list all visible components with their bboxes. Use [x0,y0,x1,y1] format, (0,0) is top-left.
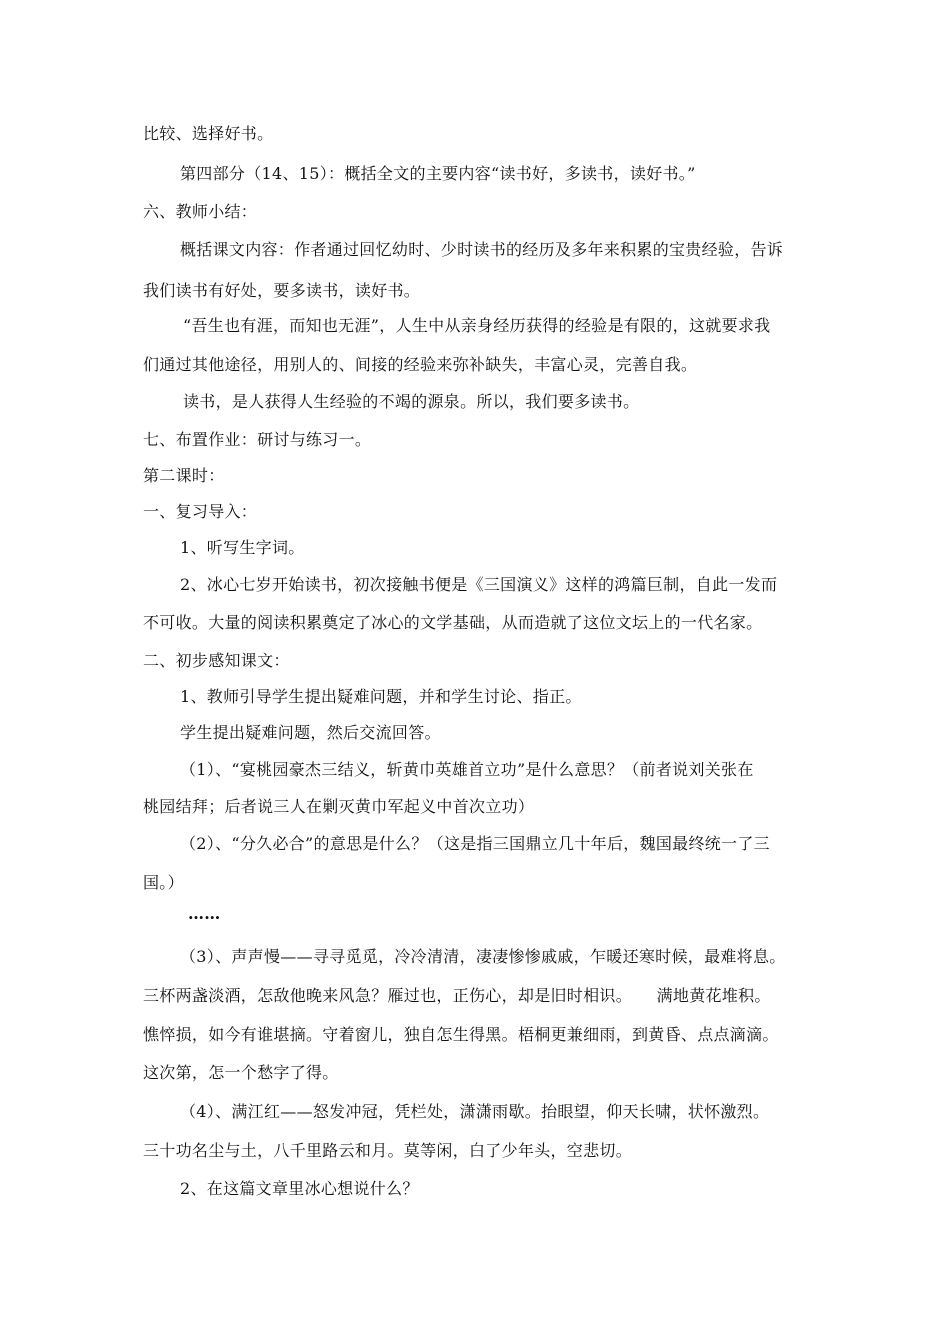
text-line: 概括课文内容：作者通过回忆幼时、少时读书的经历及多年来积累的宝贵经验，告诉 [180,240,784,259]
text-line: 1、教师引导学生提出疑难问题，并和学生讨论、指正。 [180,687,582,706]
text-line: 三杯两盏淡酒，怎敌他晚来风急？雁过也，正伤心，却是旧时相识。 满地黄花堆积。 [143,986,771,1005]
text-line: 1、听写生字词。 [180,538,305,557]
section-heading: 一、复习导入： [143,502,258,521]
text-line: “吾生也有涯，而知也无涯”，人生中从亲身经历获得的经验是有限的，这就要求我 [183,316,771,335]
text-line: 我们读书有好处，要多读书，读好书。 [143,281,421,300]
text-line: 第四部分（14、15）：概括全文的主要内容“读书好，多读书，读好书。” [180,164,696,183]
text-line: 不可收。大量的阅读积累奠定了冰心的文学基础，从而造就了这位文坛上的一代名家。 [143,613,763,632]
text-line: 憔悴损，如今有谁堪摘。守着窗儿，独自怎生得黑。梧桐更兼细雨，到黄昏、点点滴滴。 [143,1025,779,1044]
section-heading: 第二课时： [143,466,225,485]
text-line: 学生提出疑难问题，然后交流回答。 [180,723,441,742]
ellipsis-line: …… [188,904,221,923]
text-line: 桃园结拜；后者说三人在剿灭黄巾军起义中首次立功） [143,797,535,816]
section-heading: 七、布置作业：研讨与练习一。 [143,430,372,449]
section-heading: 六、教师小结： [143,202,258,221]
text-line: 2、冰心七岁开始读书，初次接触书便是《三国演义》这样的鸿篇巨制，自此一发而 [180,575,778,594]
text-line: 2、在这篇文章里冰心想说什么？ [180,1179,419,1198]
text-line: （2）、“分久必合”的意思是什么？（这是指三国鼎立几十年后，魏国最终统一了三 [180,834,770,853]
text-line: 们通过其他途径，用别人的、间接的经验来弥补缺失，丰富心灵，完善自我。 [143,355,698,374]
text-line: （1）、“宴桃园豪杰三结义，斩黄巾英雄首立功”是什么意思？（前者说刘关张在 [180,760,754,779]
text-line: 比较、选择好书。 [143,124,274,143]
text-line: （3）、声声慢——寻寻觅觅，冷冷清清，凄凄惨惨戚戚，乍暖还寒时候，最难将息。 [180,947,786,966]
text-line: 读书，是人获得人生经验的不竭的源泉。所以，我们要多读书。 [183,392,640,411]
text-line: （4）、满江红——怒发冲冠，凭栏处，潇潇雨歇。抬眼望，仰天长啸，状怀激烈。 [180,1102,770,1121]
text-line: 国。） [143,873,184,892]
text-line: 三十功名尘与土，八千里路云和月。莫等闲，白了少年头，空悲切。 [143,1141,633,1160]
section-heading: 二、初步感知课文： [143,651,290,670]
text-line: 这次第，怎一个愁字了得。 [143,1063,339,1082]
